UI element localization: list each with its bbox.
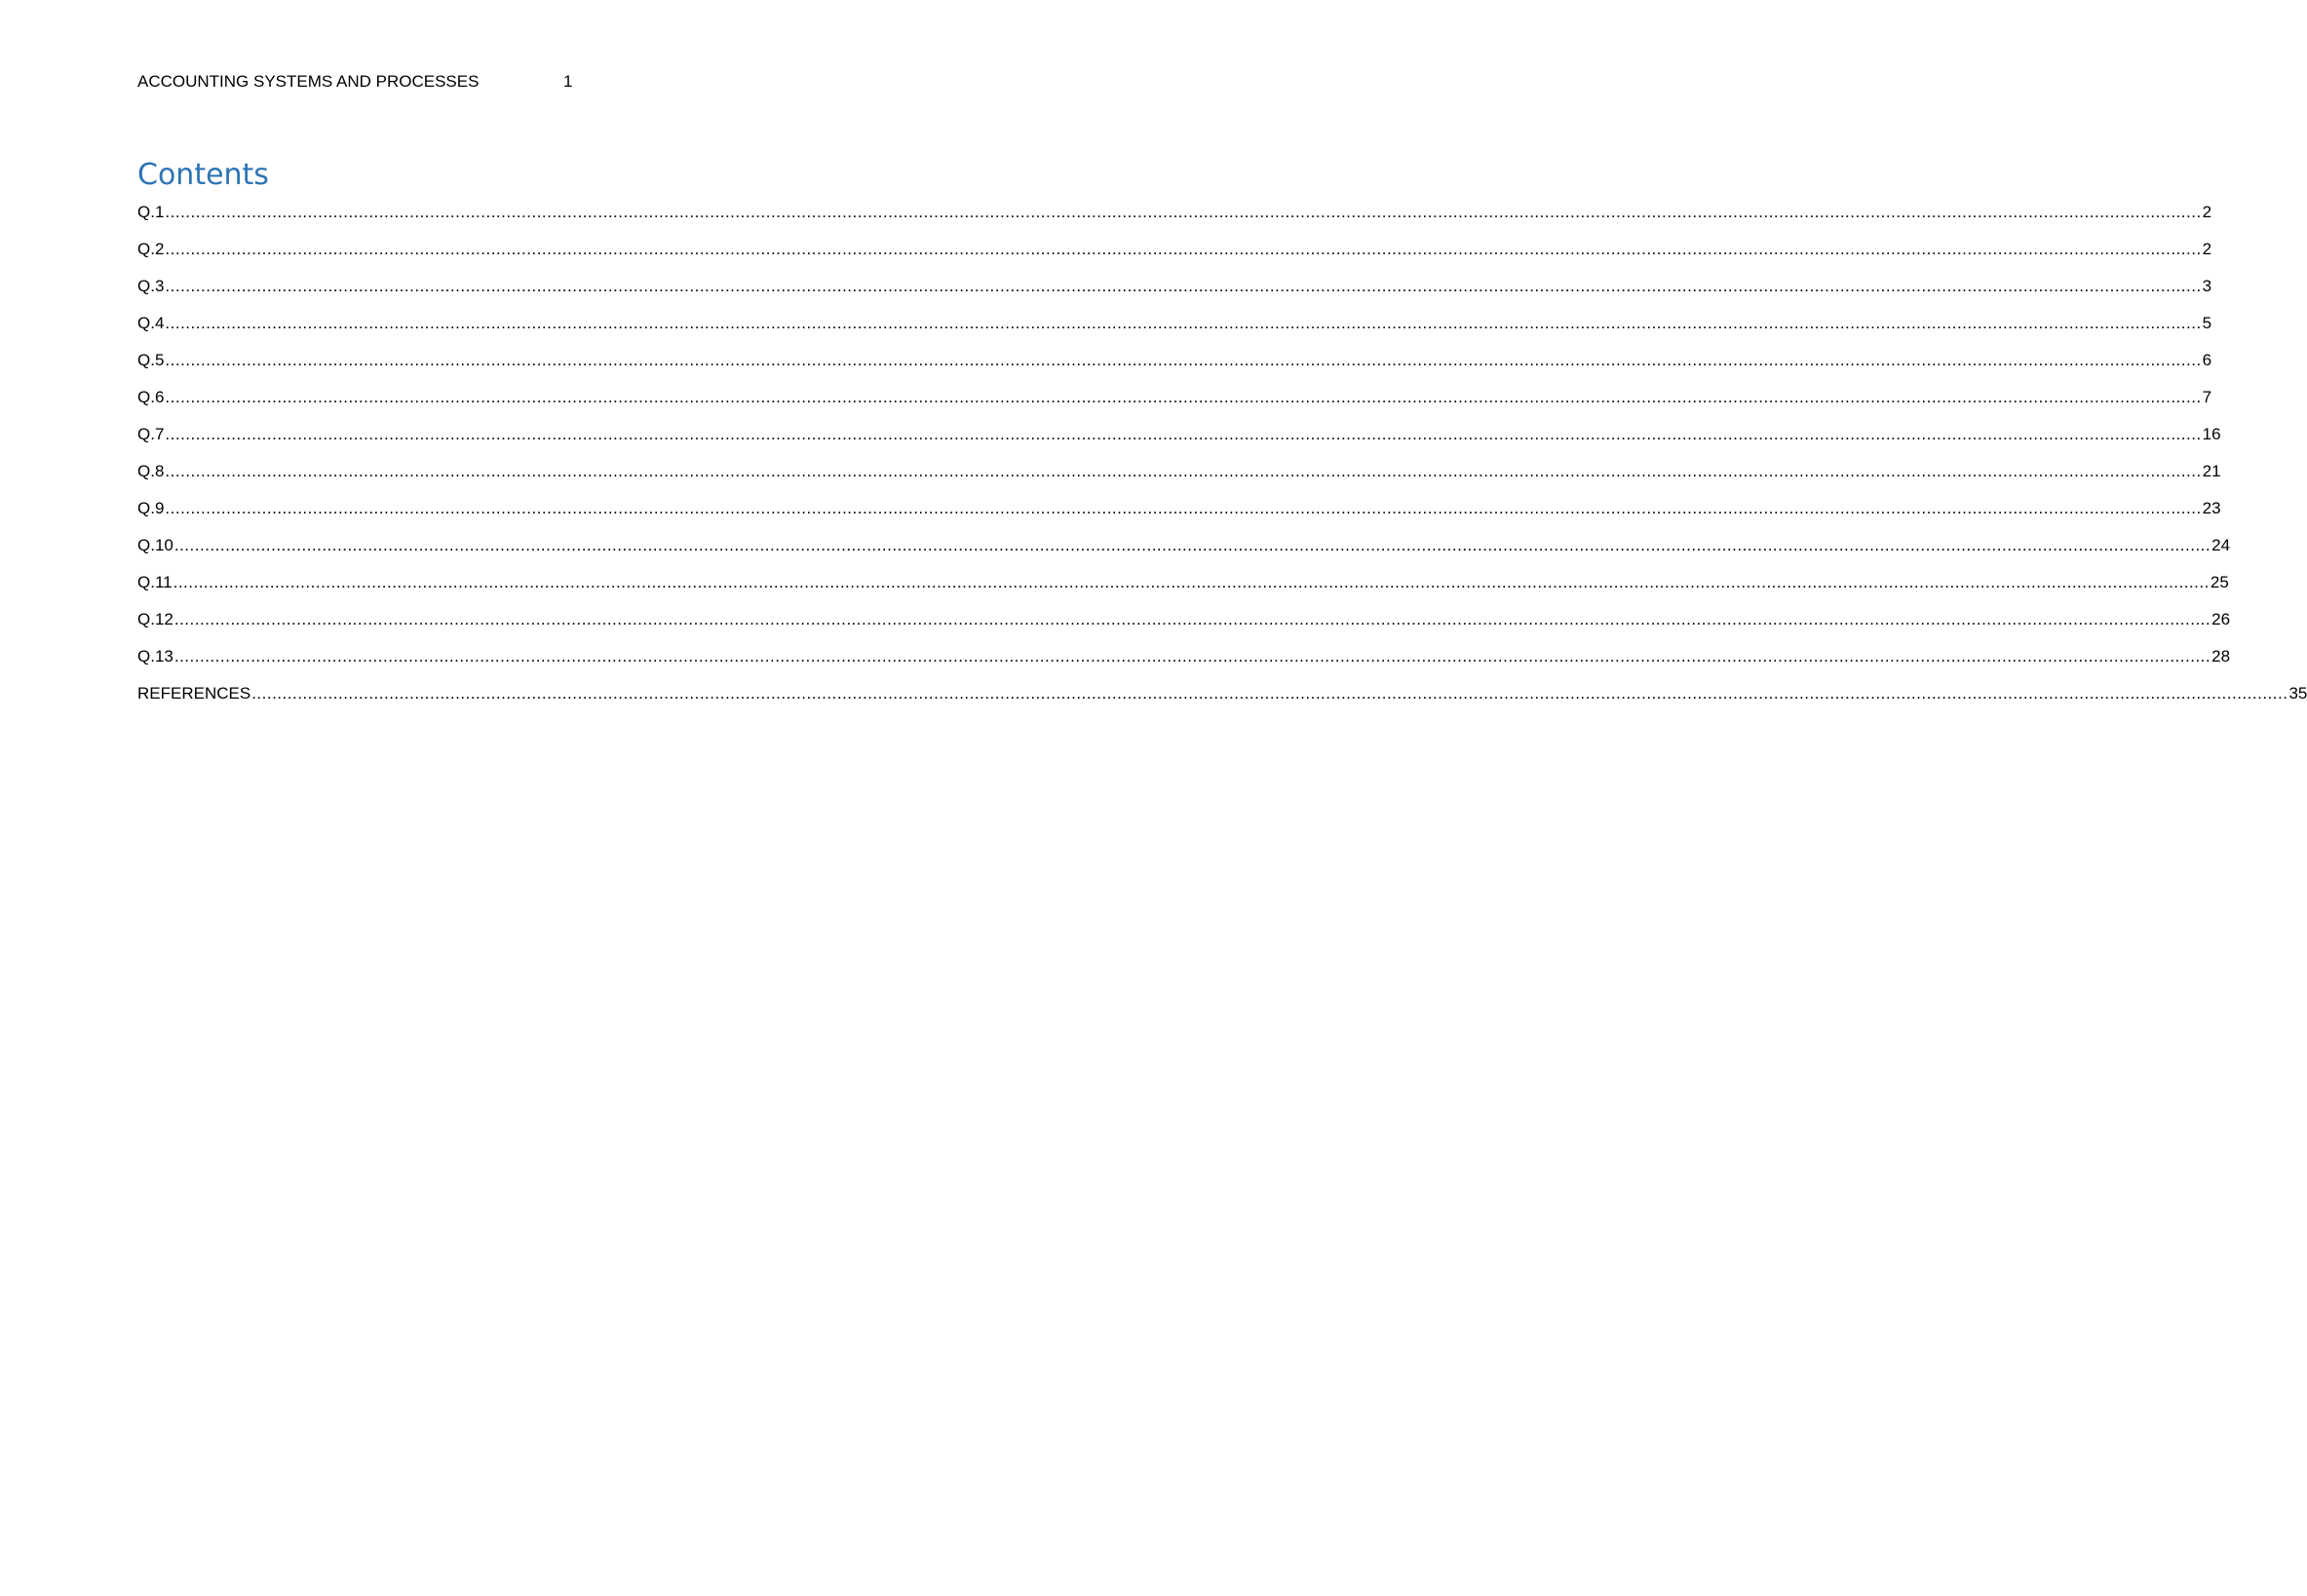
toc-entry[interactable] — [137, 496, 2221, 533]
toc-dot-leader: ................................................................................................................................................................................................................................................................................................................................................................................................................ — [173, 536, 2211, 554]
toc-entry[interactable] — [137, 681, 2307, 718]
toc-entry[interactable] — [137, 607, 2231, 644]
page-header — [137, 70, 995, 94]
toc-dot-leader: ................................................................................................................................................................................................................................................................................................................................................................................................................ — [165, 240, 2202, 258]
toc-entry[interactable] — [137, 348, 2212, 385]
toc-entry-page-number: 26 — [2211, 610, 2231, 628]
toc-dot-leader: ................................................................................................................................................................................................................................................................................................................................................................................................................ — [165, 462, 2202, 480]
toc-entry[interactable] — [137, 644, 2231, 681]
toc-entry-label: Q.1 — [137, 203, 165, 221]
toc-entry[interactable] — [137, 459, 2221, 496]
toc-entry-label: Q.12 — [137, 610, 173, 628]
toc-entry-label: Q.2 — [137, 240, 165, 258]
toc-heading: Contents — [137, 158, 269, 192]
toc-entry[interactable] — [137, 274, 2212, 311]
toc-entry-page-number: 2 — [2202, 240, 2212, 258]
toc-entry-label: Q.11 — [137, 573, 173, 591]
toc-entry-label: Q.3 — [137, 277, 165, 295]
toc-entry-page-number: 25 — [2210, 573, 2229, 591]
toc-entry-page-number: 3 — [2202, 277, 2212, 295]
toc-dot-leader: ................................................................................................................................................................................................................................................................................................................................................................................................................ — [165, 499, 2202, 517]
toc-dot-leader: ................................................................................................................................................................................................................................................................................................................................................................................................................ — [173, 647, 2211, 665]
toc-entry-label: Q.9 — [137, 499, 165, 517]
toc-entry-page-number: 5 — [2202, 314, 2212, 332]
toc-dot-leader: ................................................................................................................................................................................................................................................................................................................................................................................................................ — [165, 351, 2202, 369]
toc-entry-page-number: 2 — [2202, 203, 2212, 221]
toc-entry-page-number: 6 — [2202, 351, 2212, 369]
toc-entry-page-number: 24 — [2211, 536, 2231, 554]
toc-entry-label: Q.13 — [137, 647, 173, 665]
toc-dot-leader: ................................................................................................................................................................................................................................................................................................................................................................................................................ — [165, 388, 2202, 406]
toc-dot-leader: ................................................................................................................................................................................................................................................................................................................................................................................................................ — [165, 277, 2202, 295]
toc-entry-label: Q.5 — [137, 351, 165, 369]
toc-entry[interactable] — [137, 422, 2221, 459]
toc-entry-page-number: 21 — [2202, 462, 2221, 480]
toc-entry-page-number: 16 — [2202, 425, 2221, 443]
toc-dot-leader: ................................................................................................................................................................................................................................................................................................................................................................................................................ — [165, 314, 2202, 332]
toc-dot-leader: ................................................................................................................................................................................................................................................................................................................................................................................................................ — [173, 573, 2210, 591]
toc-entry-page-number: 23 — [2202, 499, 2221, 517]
toc-dot-leader: ................................................................................................................................................................................................................................................................................................................................................................................................................ — [165, 203, 2202, 221]
toc-entry-page-number: 35 — [2288, 684, 2307, 703]
toc-entry-label: Q.6 — [137, 388, 165, 406]
table-of-contents — [137, 200, 2307, 718]
toc-entry-page-number: 28 — [2211, 647, 2231, 665]
toc-entry-label: Q.7 — [137, 425, 165, 443]
header-title: ACCOUNTING SYSTEMS AND PROCESSES — [137, 72, 480, 91]
toc-entry-label: Q.4 — [137, 314, 165, 332]
toc-entry-label: Q.10 — [137, 536, 173, 554]
toc-entry[interactable] — [137, 200, 2212, 237]
toc-entry-label: Q.8 — [137, 462, 165, 480]
toc-dot-leader: ................................................................................................................................................................................................................................................................................................................................................................................................................ — [165, 425, 2202, 443]
toc-entry[interactable] — [137, 237, 2212, 274]
toc-entry[interactable] — [137, 311, 2212, 348]
header-page-number: 1 — [563, 72, 573, 91]
toc-entry[interactable] — [137, 533, 2231, 570]
toc-entry[interactable] — [137, 570, 2229, 607]
toc-dot-leader: ................................................................................................................................................................................................................................................................................................................................................................................................................ — [173, 610, 2211, 628]
toc-dot-leader: ................................................................................................................................................................................................................................................................................................................................................................................................................ — [251, 684, 2288, 703]
toc-entry[interactable] — [137, 385, 2212, 422]
toc-entry-page-number: 7 — [2202, 388, 2212, 406]
toc-entry-label: REFERENCES — [137, 684, 251, 703]
